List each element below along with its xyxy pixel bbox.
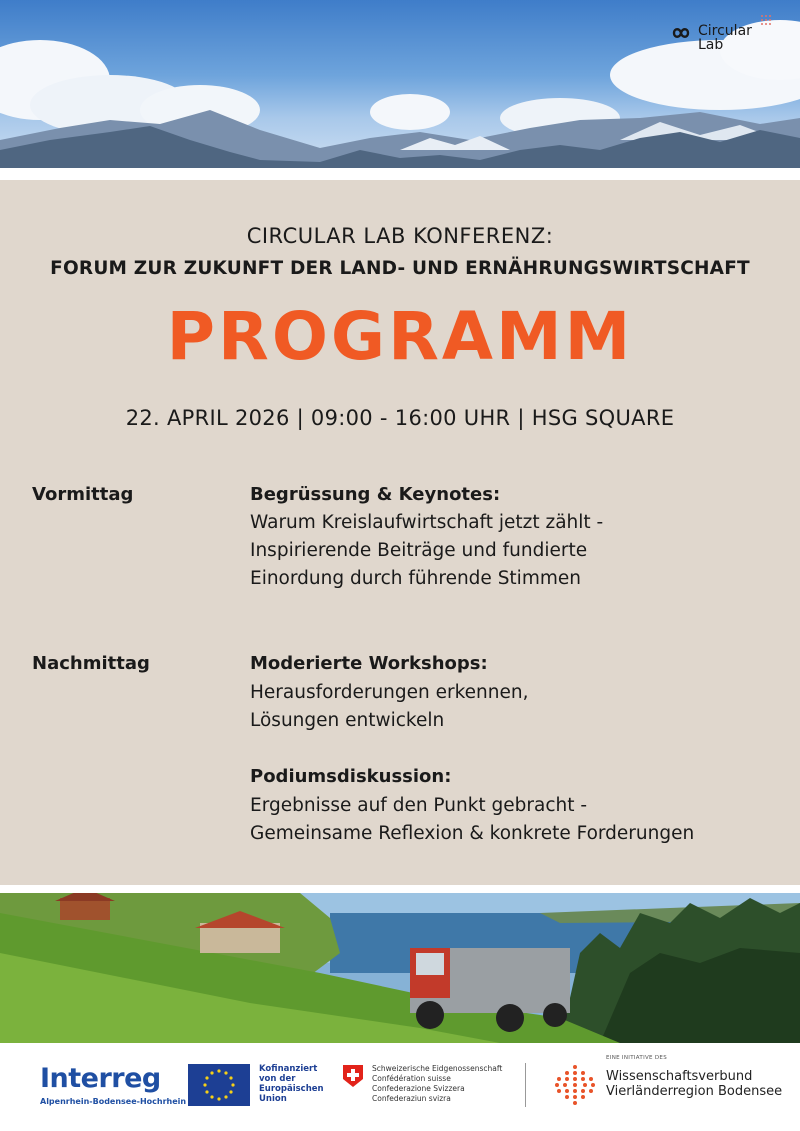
panel-discussion-line: Gemeinsame Reflexion & konkrete Forderungen (250, 823, 695, 844)
session-label-afternoon: Nachmittag (32, 653, 150, 674)
ch-text-line: Schweizerische Eidgenossenschaft (372, 1064, 503, 1073)
wv-name-line: Vierländerregion Bodensee (606, 1084, 783, 1099)
infinity-icon (668, 26, 694, 40)
initiative-label: EINE INITIATIVE DES (606, 1055, 667, 1061)
panel-discussion-title: Podiumsdiskussion: (250, 766, 452, 787)
swiss-confederation-text (372, 1064, 502, 1104)
forum-title: FORUM ZUR ZUKUNFT DER LAND- UND ERNÄHRUNGSWIRTSCHAFT (50, 258, 750, 279)
program-panel (0, 180, 800, 885)
eu-text-line: Kofinanziert (259, 1064, 318, 1074)
wv-name-line: Wissenschaftsverbund (606, 1069, 753, 1084)
keynotes-title: Begrüssung & Keynotes: (250, 484, 501, 505)
mountain-banner-image (0, 0, 800, 168)
eu-text-line: Europäischen (259, 1084, 324, 1094)
page-title: PROGRAMM (166, 298, 634, 375)
eu-cofunding-text (259, 1064, 324, 1104)
dot-grid-icon (760, 14, 774, 28)
swiss-cross-icon (343, 1065, 363, 1087)
interreg-region: Alpenrhein-Bodensee-Hochrhein (40, 1097, 187, 1106)
keynotes-line: Inspirierende Beiträge und fundierte (250, 540, 588, 561)
ch-text-line: Confédération suisse (372, 1074, 451, 1083)
interreg-logo: Interreg (40, 1063, 161, 1094)
keynotes-line: Einordung durch führende Stimmen (250, 568, 581, 589)
wissenschaftsverbund-logo-icon (553, 1063, 597, 1107)
eu-text-line: Union (259, 1094, 287, 1104)
farm-landscape-image (0, 893, 800, 1043)
workshops-title: Moderierte Workshops: (250, 653, 488, 674)
logo-word-lab: Lab (698, 37, 724, 53)
conference-label: CIRCULAR LAB KONFERENZ: (246, 224, 554, 248)
circular-lab-logo (668, 14, 778, 60)
wissenschaftsverbund-name (606, 1069, 782, 1099)
logo-word-circular: Circular (698, 23, 752, 39)
session-label-morning: Vormittag (32, 484, 134, 505)
keynotes-line: Warum Kreislaufwirtschaft jetzt zählt - (250, 512, 604, 533)
footer-divider (525, 1063, 526, 1107)
panel-discussion-line: Ergebnisse auf den Punkt gebracht - (250, 795, 588, 816)
eu-text-line: von der (259, 1074, 296, 1084)
sponsor-footer (0, 1043, 800, 1131)
eu-flag-icon (188, 1064, 250, 1106)
ch-text-line: Confederazione Svizzera (372, 1084, 465, 1093)
landscape-illustration (0, 893, 800, 1043)
workshops-line: Lösungen entwickeln (250, 710, 445, 731)
workshops-line: Herausforderungen erkennen, (250, 682, 529, 703)
ch-text-line: Confederaziun svizra (372, 1094, 451, 1103)
event-date-time-location: 22. APRIL 2026 | 09:00 - 16:00 UHR | HSG SQUARE (125, 406, 675, 430)
